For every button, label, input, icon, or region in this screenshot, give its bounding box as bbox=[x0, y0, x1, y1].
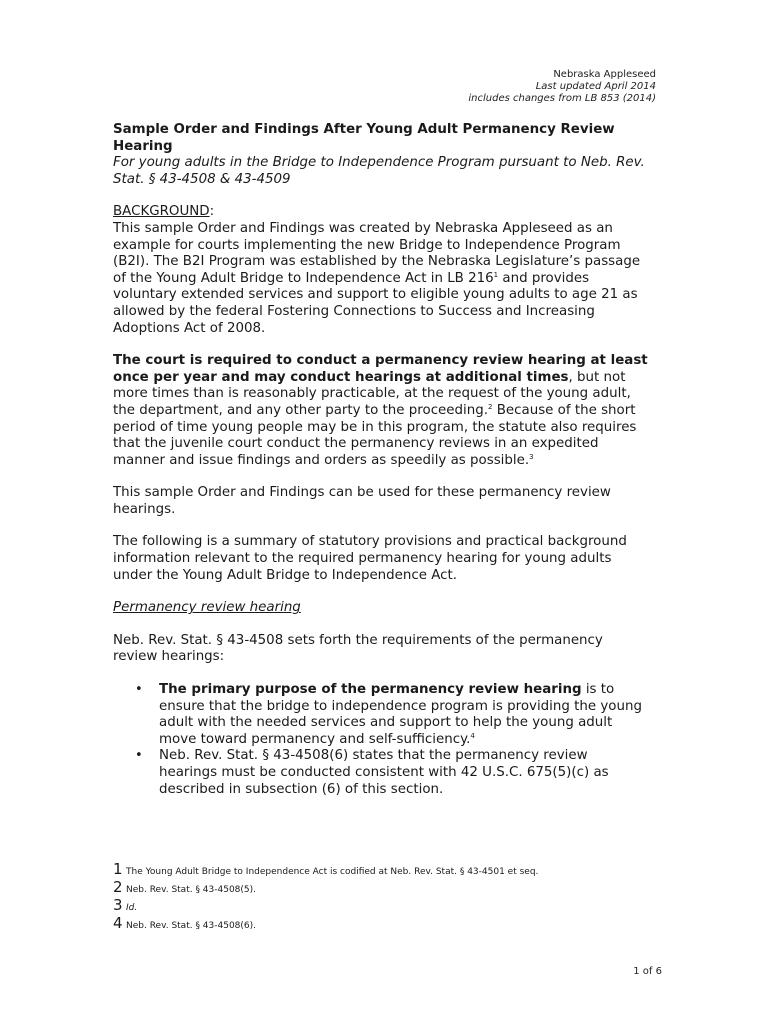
requirement-bold: The court is required to conduct a permanency review hearing at least once per year and may conduct hearings at additional times bbox=[113, 353, 648, 385]
footnote-text: The Young Adult Bridge to Independence Act is codified at Neb. Rev. Stat. § 43-4501 et seq. bbox=[126, 867, 539, 877]
usage-paragraph: This sample Order and Findings can be used for these permanency review hearings. bbox=[113, 485, 611, 517]
requirement-text-a: , but not more times than is reasonably practicable, at the request of the young adult, the department, and any other party to the proceeding. bbox=[113, 369, 631, 418]
footnote-text: Id. bbox=[126, 903, 138, 913]
background-heading: BACKGROUND bbox=[113, 204, 210, 220]
footnote-number: 4 bbox=[113, 914, 123, 932]
bullet-icon: • bbox=[135, 682, 143, 698]
footnote-text: Neb. Rev. Stat. § 43-4508(5). bbox=[126, 885, 257, 895]
footnote bbox=[113, 878, 673, 896]
footnote-number: 2 bbox=[113, 878, 123, 896]
list-item bbox=[135, 748, 648, 798]
footnote-ref-4: 4 bbox=[470, 731, 475, 740]
header-updated: Last updated April 2014 bbox=[535, 81, 656, 92]
footnote bbox=[113, 860, 673, 878]
requirement-text-b: Because of the short period of time young people may be in this program, the statute also requires that the juvenile court conduct the permanency reviews in an expedited manner and issue findings and orders as speedily as possible. bbox=[113, 402, 637, 468]
background-text-a: This sample Order and Findings was created by Nebraska Appleseed as an example for courts implementing the new Bridge to Independence Program (B2I). The B2I Program was established by the Nebraska Legislature’s passage of the Young Adult Bridge to Independence Act in LB 216 bbox=[113, 220, 641, 286]
requirements-list bbox=[113, 682, 648, 798]
statute-paragraph: Neb. Rev. Stat. § 43-4508 sets forth the requirements of the permanency review hearings: bbox=[113, 632, 603, 665]
bullet-icon: • bbox=[135, 748, 143, 764]
footnote-text: Neb. Rev. Stat. § 43-4508(6). bbox=[126, 921, 257, 931]
footnotes bbox=[113, 860, 673, 932]
background-heading-line bbox=[113, 204, 648, 221]
document-header bbox=[468, 69, 656, 105]
footnote-ref-3: 3 bbox=[529, 452, 534, 461]
header-changes: includes changes from LB 853 (2014) bbox=[468, 93, 656, 104]
background-paragraph bbox=[113, 221, 648, 337]
footnote-number: 3 bbox=[113, 896, 123, 914]
list-item bbox=[135, 682, 648, 748]
background-text-b: and provides voluntary extended services and support to eligible young adults to age 21 as allowed by the federal Fostering Connections to Success and Increasing Adoptions Act of 2008. bbox=[113, 270, 638, 336]
section-heading bbox=[113, 600, 648, 617]
background-colon: : bbox=[209, 204, 215, 220]
summary-paragraph: The following is a summary of statutory provisions and practical background information relevant to the required permanency hearing for young adults under the Young Adult Bridge to Independence Act. bbox=[113, 534, 627, 583]
page-number: 1 of 6 bbox=[633, 966, 662, 977]
list-item-text: Neb. Rev. Stat. § 43-4508(6) states that the permanency review hearings must be conducted consistent with 42 U.S.C. 675(5)(c) as described in subsection (6) of this section. bbox=[159, 748, 609, 797]
document-title: Sample Order and Findings After Young Adult Permanency Review Hearing bbox=[113, 122, 615, 154]
list-item-text: is to ensure that the bridge to independence program is providing the young adult with the needed services and support to help the young adult move toward permanency and self-sufficiency. bbox=[159, 682, 642, 747]
footnote bbox=[113, 914, 673, 932]
footnote-ref-2: 2 bbox=[488, 402, 493, 411]
requirement-paragraph bbox=[113, 353, 648, 469]
list-item-bold: The primary purpose of the permanency review hearing bbox=[159, 682, 582, 698]
document-body bbox=[113, 122, 648, 798]
footnote-ref-1: 1 bbox=[493, 270, 499, 279]
document-subtitle: For young adults in the Bridge to Independence Program pursuant to Neb. Rev. Stat. § 43-4508 & 43-4509 bbox=[113, 155, 645, 187]
section-heading-text: Permanency review hearing bbox=[113, 600, 301, 616]
footnote-number: 1 bbox=[113, 860, 123, 878]
footnote bbox=[113, 896, 673, 914]
header-org: Nebraska Appleseed bbox=[553, 69, 656, 80]
